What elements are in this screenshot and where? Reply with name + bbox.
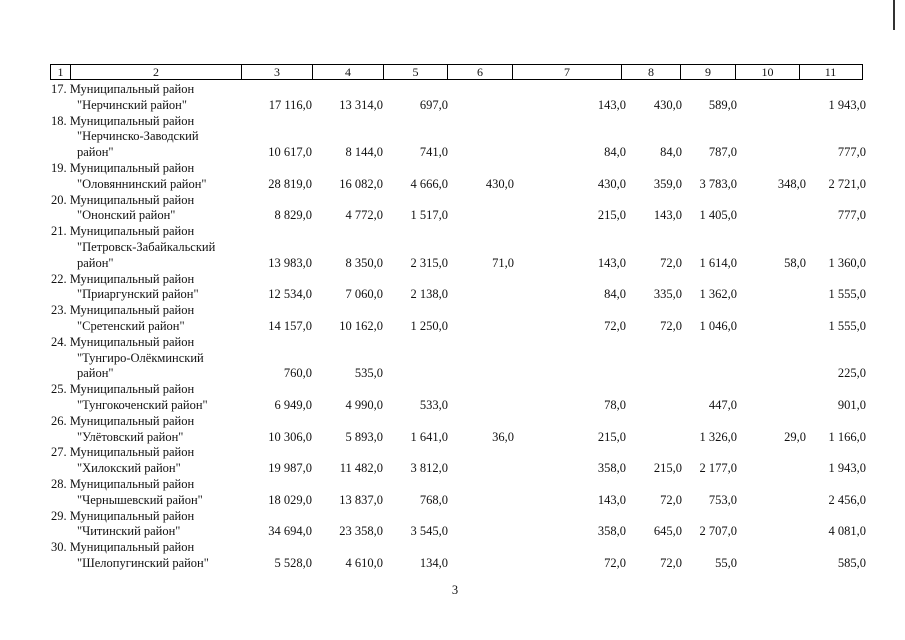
cell-col-11: 585,0: [837, 555, 866, 570]
cell-col-8: 143,0: [653, 208, 682, 223]
row-name: [51, 382, 247, 414]
cell-col-11: 777,0: [837, 208, 866, 223]
cell-col-5: 741,0: [419, 145, 448, 160]
row-name-line: Муниципальный район: [69, 224, 195, 239]
cell-col-3: 14 157,0: [268, 318, 312, 333]
cell-col-9: 3 783,0: [699, 176, 737, 191]
cell-col-8: 72,0: [660, 555, 682, 570]
row-number: 25.: [51, 382, 67, 397]
cell-col-9: 55,0: [715, 555, 737, 570]
cell-col-9: 2 177,0: [699, 461, 737, 476]
cell-col-11: 2 456,0: [828, 492, 866, 507]
header-cell-3: 3: [242, 65, 313, 79]
cell-col-8: 72,0: [660, 492, 682, 507]
row-number: 27.: [51, 445, 67, 460]
cell-col-11: 1 943,0: [828, 97, 866, 112]
row-name-line: "Шелопугинский район": [77, 555, 209, 570]
row-number: 29.: [51, 508, 67, 523]
cell-col-4: 535,0: [354, 366, 383, 381]
cell-col-7: 358,0: [597, 461, 626, 476]
row-number: 22.: [51, 271, 67, 286]
cell-col-11: 1 166,0: [828, 429, 866, 444]
cell-col-7: 84,0: [604, 287, 626, 302]
table-row: [0, 193, 905, 225]
row-name: [51, 414, 247, 446]
cell-col-9: 753,0: [708, 492, 737, 507]
cell-col-5: 3 812,0: [410, 461, 448, 476]
header-cell-10: 10: [736, 65, 800, 79]
cell-col-10: 348,0: [777, 176, 806, 191]
row-name-line: Муниципальный район: [69, 508, 195, 523]
cell-col-4: 23 358,0: [339, 524, 383, 539]
cell-col-3: 10 617,0: [268, 145, 312, 160]
table-row: [0, 82, 905, 114]
row-name: [51, 161, 247, 193]
row-name-line: "Ононский район": [77, 208, 176, 223]
table-header-row: [50, 64, 863, 80]
cell-col-4: 8 350,0: [345, 255, 383, 270]
row-name-line: Муниципальный район: [69, 540, 195, 555]
cell-col-7: 430,0: [597, 176, 626, 191]
cell-col-3: 19 987,0: [268, 461, 312, 476]
row-number: 23.: [51, 303, 67, 318]
cell-col-3: 13 983,0: [268, 255, 312, 270]
table-body: [0, 82, 905, 572]
row-name-line: "Чернышевский район": [77, 492, 203, 507]
table-row: [0, 224, 905, 271]
cell-col-11: 1 943,0: [828, 461, 866, 476]
row-name: [51, 445, 247, 477]
row-number: 28.: [51, 476, 67, 491]
cell-col-7: 358,0: [597, 524, 626, 539]
cell-col-4: 16 082,0: [339, 176, 383, 191]
header-cell-6: 6: [448, 65, 513, 79]
cell-col-9: 1 326,0: [699, 429, 737, 444]
row-name-line: "Приаргунский район": [77, 287, 199, 302]
row-name-line: "Хилокский район": [77, 461, 181, 476]
table-row: [0, 114, 905, 161]
row-name: [51, 540, 247, 572]
cell-col-8: 72,0: [660, 255, 682, 270]
cell-col-5: 1 641,0: [410, 429, 448, 444]
row-number: 17.: [51, 82, 67, 96]
cell-col-8: 359,0: [653, 176, 682, 191]
row-name: [51, 82, 247, 114]
cell-col-4: 13 314,0: [339, 97, 383, 112]
row-name-line: Муниципальный район: [69, 192, 195, 207]
row-number: 24.: [51, 334, 67, 349]
cell-col-9: 787,0: [708, 145, 737, 160]
cell-col-4: 4 610,0: [345, 555, 383, 570]
row-number: 19.: [51, 160, 67, 175]
cell-col-9: 589,0: [708, 97, 737, 112]
row-name-line: "Нерчинский район": [77, 97, 187, 112]
cell-col-5: 1 250,0: [410, 318, 448, 333]
cell-col-9: 1 614,0: [699, 255, 737, 270]
cell-col-11: 1 360,0: [828, 255, 866, 270]
table-row: [0, 382, 905, 414]
cell-col-5: 697,0: [419, 97, 448, 112]
header-cell-4: 4: [313, 65, 384, 79]
cell-col-5: 134,0: [419, 555, 448, 570]
row-name-line: район": [77, 145, 114, 160]
cell-col-11: 4 081,0: [828, 524, 866, 539]
row-name-line: "Улётовский район": [77, 429, 184, 444]
cell-col-3: 18 029,0: [268, 492, 312, 507]
cell-col-8: 215,0: [653, 461, 682, 476]
cell-col-10: 58,0: [784, 255, 806, 270]
header-cell-11: 11: [824, 65, 837, 79]
cell-col-3: 12 534,0: [268, 287, 312, 302]
cell-col-5: 2 138,0: [410, 287, 448, 302]
row-name-line: Муниципальный район: [69, 160, 195, 175]
cell-col-11: 225,0: [837, 366, 866, 381]
cell-col-5: 3 545,0: [410, 524, 448, 539]
row-number: 20.: [51, 192, 67, 207]
row-name-line: "Сретенский район": [77, 318, 185, 333]
row-name-line: Муниципальный район: [69, 382, 195, 397]
cell-col-3: 28 819,0: [268, 176, 312, 191]
header-cell-9: 9: [681, 65, 736, 79]
cell-col-3: 5 528,0: [274, 555, 312, 570]
cell-col-9: 1 046,0: [699, 318, 737, 333]
row-number: 26.: [51, 413, 67, 428]
row-name: [51, 272, 247, 304]
table-row: [0, 509, 905, 541]
page-number: 3: [451, 583, 459, 597]
row-name-line: Муниципальный район: [69, 334, 195, 349]
row-name-line: "Тунгокоченский район": [77, 397, 208, 412]
cell-col-8: 645,0: [653, 524, 682, 539]
row-name-line: Муниципальный район: [69, 271, 195, 286]
row-name: [51, 303, 247, 335]
cell-col-8: 72,0: [660, 318, 682, 333]
cell-col-5: 1 517,0: [410, 208, 448, 223]
row-name-line: Муниципальный район: [69, 113, 195, 128]
cell-col-7: 72,0: [604, 318, 626, 333]
cell-col-4: 10 162,0: [339, 318, 383, 333]
cell-col-4: 7 060,0: [345, 287, 383, 302]
row-name: [51, 114, 247, 161]
cell-col-3: 17 116,0: [268, 97, 312, 112]
row-name-line: Муниципальный район: [69, 445, 195, 460]
row-number: 21.: [51, 224, 67, 239]
cell-col-10: 29,0: [784, 429, 806, 444]
row-name: [51, 509, 247, 541]
cell-col-4: 8 144,0: [345, 145, 383, 160]
cell-col-7: 84,0: [604, 145, 626, 160]
row-name-line: Муниципальный район: [69, 82, 195, 96]
cell-col-7: 78,0: [604, 397, 626, 412]
row-name: [51, 193, 247, 225]
header-cell-1: 1: [51, 65, 71, 79]
table-row: [0, 272, 905, 304]
cell-col-3: 34 694,0: [268, 524, 312, 539]
table-row: [0, 540, 905, 572]
cell-col-6: 71,0: [492, 255, 514, 270]
table-row: [0, 445, 905, 477]
header-cell-7: 7: [513, 65, 622, 79]
table-row: [0, 477, 905, 509]
row-name-line: район": [77, 255, 114, 270]
cell-col-7: 143,0: [597, 255, 626, 270]
table-row: [0, 414, 905, 446]
row-name-line: Муниципальный район: [69, 413, 195, 428]
cell-col-4: 4 772,0: [345, 208, 383, 223]
cell-col-9: 1 405,0: [699, 208, 737, 223]
cell-col-3: 8 829,0: [274, 208, 312, 223]
table-row: [0, 161, 905, 193]
cell-col-5: 533,0: [419, 397, 448, 412]
row-name: [51, 477, 247, 509]
cell-col-6: 430,0: [485, 176, 514, 191]
row-name-line: Муниципальный район: [69, 476, 195, 491]
cell-col-7: 215,0: [597, 429, 626, 444]
cell-col-11: 2 721,0: [828, 176, 866, 191]
header-cell-2: 2: [71, 65, 242, 79]
cell-col-8: 84,0: [660, 145, 682, 160]
row-name-line: район": [77, 366, 114, 381]
cell-col-9: 447,0: [708, 397, 737, 412]
row-name-line: "Петровск-Забайкальский: [77, 239, 216, 254]
cell-col-3: 6 949,0: [274, 397, 312, 412]
cell-col-7: 143,0: [597, 97, 626, 112]
row-number: 30.: [51, 540, 67, 555]
row-name-line: "Тунгиро-Олёкминский: [77, 350, 204, 365]
cell-col-11: 777,0: [837, 145, 866, 160]
row-name: [51, 224, 247, 271]
row-name-line: "Читинский район": [77, 524, 181, 539]
cell-col-7: 72,0: [604, 555, 626, 570]
cell-col-8: 335,0: [653, 287, 682, 302]
row-name-line: "Оловяннинский район": [77, 176, 207, 191]
header-cell-5: 5: [384, 65, 448, 79]
cell-col-6: 36,0: [492, 429, 514, 444]
row-name-line: "Нерчинско-Заводский: [77, 129, 199, 144]
cell-col-7: 215,0: [597, 208, 626, 223]
table-row: [0, 335, 905, 382]
table-row: [0, 303, 905, 335]
cell-col-4: 4 990,0: [345, 397, 383, 412]
cell-col-11: 1 555,0: [828, 287, 866, 302]
cell-col-4: 5 893,0: [345, 429, 383, 444]
header-cell-8: 8: [622, 65, 681, 79]
scan-edge-mark: [893, 0, 895, 30]
cell-col-4: 13 837,0: [339, 492, 383, 507]
cell-col-9: 2 707,0: [699, 524, 737, 539]
cell-col-3: 10 306,0: [268, 429, 312, 444]
row-name-line: Муниципальный район: [69, 303, 195, 318]
row-number: 18.: [51, 113, 67, 128]
cell-col-5: 4 666,0: [410, 176, 448, 191]
cell-col-8: 430,0: [653, 97, 682, 112]
row-name: [51, 335, 247, 382]
cell-col-5: 2 315,0: [410, 255, 448, 270]
cell-col-11: 1 555,0: [828, 318, 866, 333]
cell-col-4: 11 482,0: [339, 461, 383, 476]
cell-col-5: 768,0: [419, 492, 448, 507]
cell-col-11: 901,0: [837, 397, 866, 412]
cell-col-3: 760,0: [283, 366, 312, 381]
cell-col-7: 143,0: [597, 492, 626, 507]
cell-col-9: 1 362,0: [699, 287, 737, 302]
